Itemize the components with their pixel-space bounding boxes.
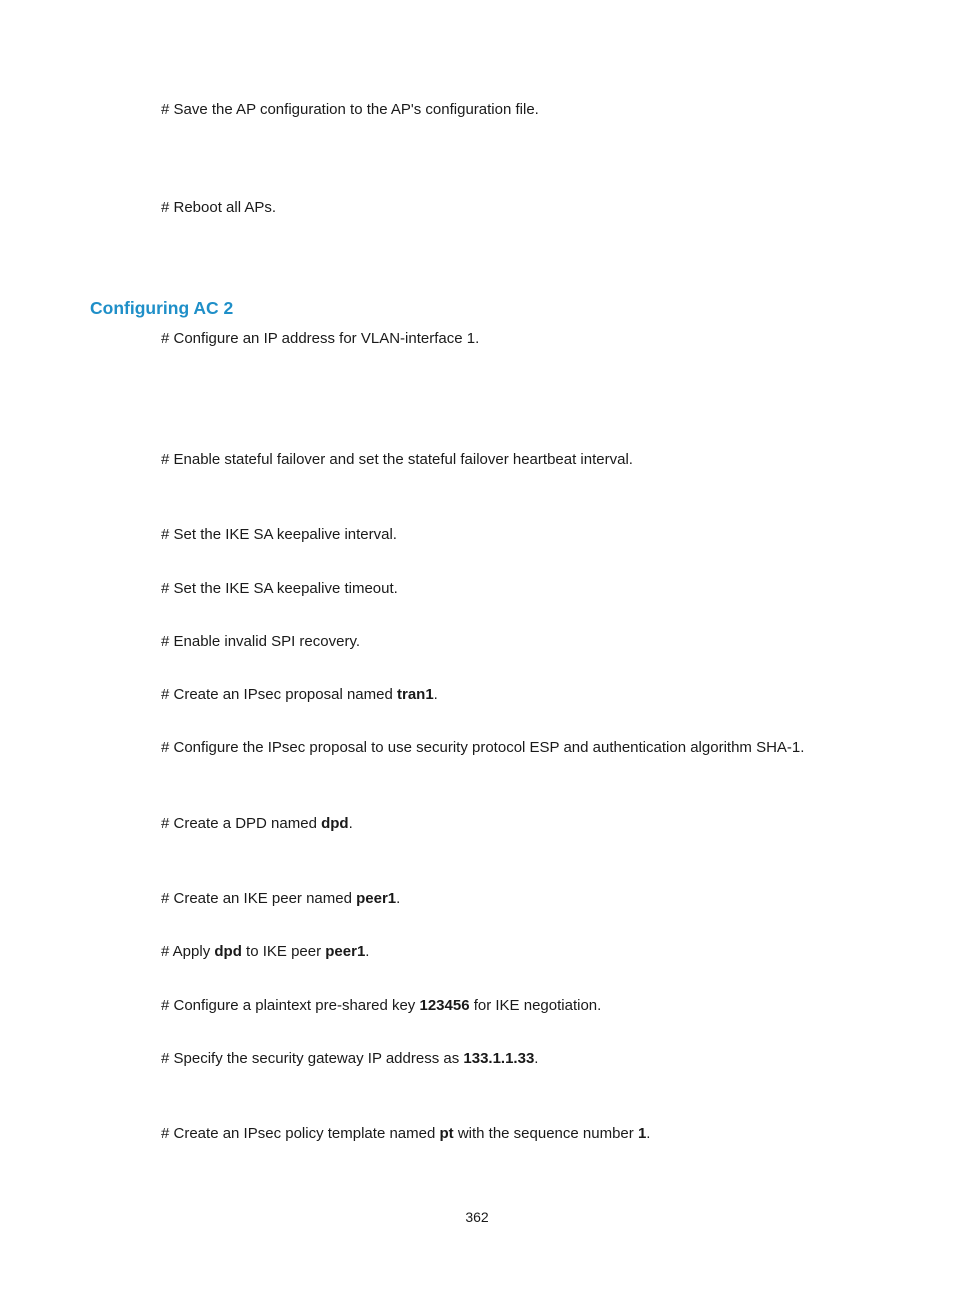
text-segment: # Create a DPD named bbox=[161, 815, 322, 832]
step-create-dpd bbox=[161, 814, 353, 834]
step-reboot-aps: # Reboot all APs. bbox=[161, 199, 277, 216]
step-create-ike-peer bbox=[161, 889, 400, 909]
gateway-ip: 133.1.1.33 bbox=[463, 1050, 535, 1067]
step-policy-template bbox=[161, 1124, 650, 1144]
step-keepalive-timeout: # Set the IKE SA keepalive timeout. bbox=[161, 580, 398, 597]
step-gateway-address bbox=[161, 1049, 538, 1069]
text-segment: with the sequence number bbox=[453, 1125, 638, 1142]
peer-name: peer1 bbox=[325, 943, 366, 960]
dpd-name: dpd bbox=[214, 943, 242, 960]
text-segment: # Apply bbox=[161, 943, 215, 960]
proposal-name: tran1 bbox=[396, 686, 434, 703]
text-segment: # Create an IPsec policy template named bbox=[161, 1125, 440, 1142]
text-segment: . bbox=[534, 1050, 539, 1067]
section-heading: Configuring AC 2 bbox=[90, 298, 234, 318]
sequence-number: 1 bbox=[637, 1125, 647, 1142]
text-segment: . bbox=[348, 815, 353, 832]
text-segment: for IKE negotiation. bbox=[469, 997, 602, 1014]
step-keepalive-interval: # Set the IKE SA keepalive interval. bbox=[161, 526, 397, 543]
step-create-proposal bbox=[161, 685, 438, 705]
page-number: 362 bbox=[465, 1209, 489, 1225]
step-enable-failover: # Enable stateful failover and set the stateful failover heartbeat interval. bbox=[161, 451, 633, 468]
text-segment: # Create an IPsec proposal named bbox=[161, 686, 397, 703]
pre-shared-key-value: 123456 bbox=[419, 997, 470, 1014]
step-save-ap-config: # Save the AP configuration to the AP's configuration file. bbox=[161, 101, 539, 118]
text-segment: . bbox=[646, 1125, 651, 1142]
step-configure-ip: # Configure an IP address for VLAN-interface 1. bbox=[161, 330, 480, 347]
template-name: pt bbox=[439, 1125, 454, 1142]
text-segment: . bbox=[433, 686, 438, 703]
text-segment: to IKE peer bbox=[241, 943, 326, 960]
text-segment: . bbox=[365, 943, 370, 960]
peer-name: peer1 bbox=[356, 890, 397, 907]
step-spi-recovery: # Enable invalid SPI recovery. bbox=[161, 633, 360, 650]
text-segment: # Configure a plaintext pre-shared key bbox=[161, 997, 420, 1014]
dpd-name: dpd bbox=[321, 815, 349, 832]
step-configure-proposal: # Configure the IPsec proposal to use security protocol ESP and authentication algorithm SHA-1. bbox=[161, 739, 805, 756]
text-segment: # Create an IKE peer named bbox=[161, 890, 357, 907]
text-segment: # Specify the security gateway IP address as bbox=[161, 1050, 464, 1067]
step-pre-shared-key bbox=[161, 996, 601, 1016]
step-apply-dpd bbox=[161, 942, 369, 962]
text-segment: . bbox=[396, 890, 401, 907]
